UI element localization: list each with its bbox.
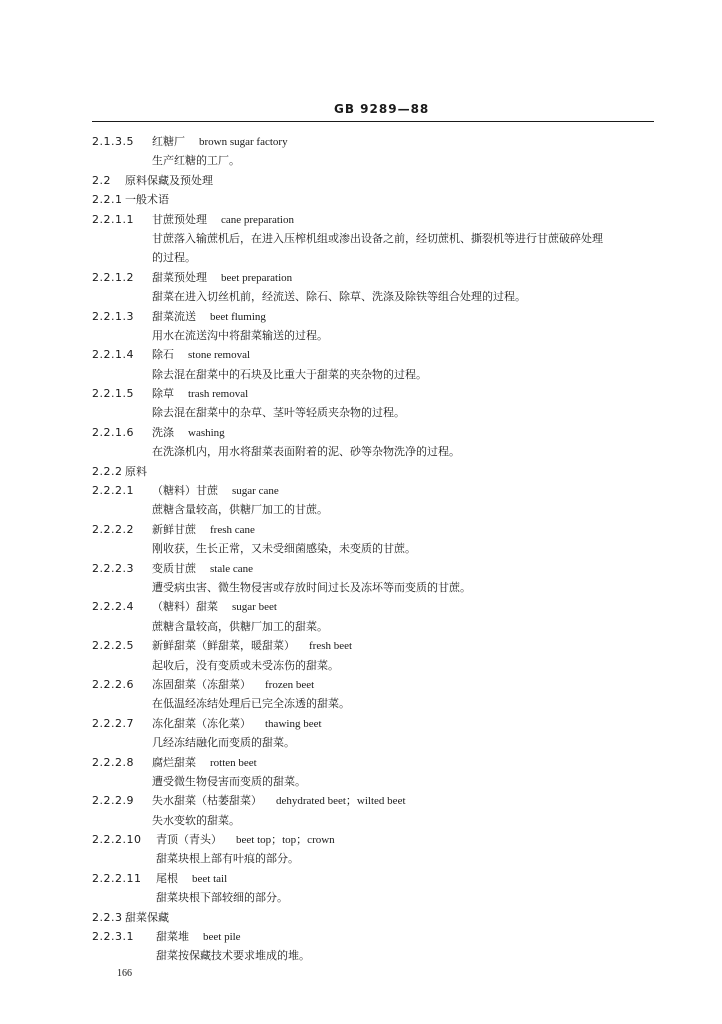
clause-number: 2.2.1.4 xyxy=(92,348,134,362)
definition-text: 甜菜块根上部有叶痕的部分。 xyxy=(156,852,299,866)
term-heading xyxy=(0,210,722,229)
term-chinese: 腐烂甜菜 xyxy=(152,755,196,769)
term-english: fresh cane xyxy=(210,523,255,536)
entry-definition xyxy=(0,500,722,519)
term-chinese: 冻化甜菜（冻化菜） xyxy=(152,716,251,730)
term-chinese: 甜菜预处理 xyxy=(152,270,207,284)
term-heading xyxy=(0,869,722,888)
term-label xyxy=(152,675,314,695)
clause-number: 2.2.2.8 xyxy=(92,755,134,769)
term-chinese: 尾根 xyxy=(156,871,178,885)
term-english: beet pile xyxy=(203,931,241,944)
term-heading xyxy=(0,423,722,442)
clause-number: 2.2.2.3 xyxy=(92,561,134,575)
term-label xyxy=(156,869,227,889)
term-chinese: 甜菜堆 xyxy=(156,930,189,944)
term-chinese: 新鲜甜菜（鲜甜菜，暖甜菜） xyxy=(152,639,295,653)
term-heading xyxy=(0,268,722,287)
term-label xyxy=(152,423,225,443)
definition-text: 甜菜块根下部较细的部分。 xyxy=(156,891,288,905)
glossary-entries xyxy=(0,132,722,966)
clause-number: 2.2.2.6 xyxy=(92,677,134,691)
entry-definition xyxy=(0,617,722,636)
term-label xyxy=(152,520,255,540)
term-label xyxy=(156,830,335,850)
definition-text: 的过程。 xyxy=(152,251,196,265)
definition-text: 甜菜按保藏技术要求堆成的堆。 xyxy=(156,949,310,963)
section-heading xyxy=(0,171,722,190)
term-label xyxy=(152,714,322,734)
term-chinese: 洗涤 xyxy=(152,425,174,439)
term-label xyxy=(152,132,288,152)
clause-number: 2.2.2.5 xyxy=(92,639,134,653)
clause-number: 2.2.2.11 xyxy=(92,871,142,885)
term-heading xyxy=(0,345,722,364)
term-english: beet fluming xyxy=(210,310,266,323)
section-heading xyxy=(0,908,722,927)
term-english: cane preparation xyxy=(221,213,294,226)
term-heading xyxy=(0,481,722,500)
term-english: stale cane xyxy=(210,562,254,575)
entry-definition xyxy=(0,287,722,306)
definition-text: 蔗糖含量较高，供糖厂加工的甜菜。 xyxy=(152,619,328,633)
term-label xyxy=(152,753,257,773)
term-chinese: 一般术语 xyxy=(125,193,169,207)
definition-text: 除去混在甜菜中的石块及比重大于甜菜的夹杂物的过程。 xyxy=(152,367,427,381)
term-label xyxy=(125,190,169,209)
term-heading xyxy=(0,927,722,946)
header-rule xyxy=(92,121,654,122)
entry-definition xyxy=(0,772,722,791)
term-label xyxy=(156,927,241,947)
entry-definition xyxy=(0,656,722,675)
clause-number: 2.2.2.2 xyxy=(92,522,134,536)
term-heading xyxy=(0,520,722,539)
term-label xyxy=(152,559,253,579)
term-english: thawing beet xyxy=(265,717,322,730)
entry-definition xyxy=(0,442,722,461)
definition-text: 除去混在甜菜中的杂草、茎叶等轻质夹杂物的过程。 xyxy=(152,406,405,420)
term-english: beet top；top；crown xyxy=(236,834,335,847)
term-label xyxy=(152,345,250,365)
term-english: washing xyxy=(188,426,225,439)
definition-text: 蔗糖含量较高，供糖厂加工的甘蔗。 xyxy=(152,503,328,517)
term-chinese: 青顶（青头） xyxy=(156,833,222,847)
term-english: rotten beet xyxy=(210,756,257,769)
term-label xyxy=(125,908,169,927)
term-chinese: （糖料）甜菜 xyxy=(152,600,218,614)
term-label xyxy=(152,636,352,656)
definition-text: 用水在流送沟中将甜菜输送的过程。 xyxy=(152,328,328,342)
term-heading xyxy=(0,307,722,326)
term-chinese: （糖料）甘蔗 xyxy=(152,484,218,498)
term-chinese: 原料保藏及预处理 xyxy=(125,173,213,187)
entry-definition xyxy=(0,229,722,248)
section-heading xyxy=(0,462,722,481)
clause-number: 2.2.3.1 xyxy=(92,930,134,944)
term-chinese: 除草 xyxy=(152,387,174,401)
clause-number: 2.2.2.7 xyxy=(92,716,134,730)
term-heading xyxy=(0,830,722,849)
term-chinese: 新鲜甘蔗 xyxy=(152,522,196,536)
entry-definition xyxy=(0,811,722,830)
term-chinese: 甜菜保藏 xyxy=(125,910,169,924)
term-heading xyxy=(0,714,722,733)
clause-number: 2.2.2.4 xyxy=(92,600,134,614)
term-label xyxy=(152,210,294,230)
clause-number: 2.2 xyxy=(92,173,111,187)
clause-number: 2.1.3.5 xyxy=(92,135,134,148)
term-english: frozen beet xyxy=(265,678,315,691)
term-heading xyxy=(0,753,722,772)
entry-definition xyxy=(0,151,722,170)
term-heading xyxy=(0,559,722,578)
clause-number: 2.2.1.5 xyxy=(92,387,134,401)
term-chinese: 甘蔗预处理 xyxy=(152,212,207,226)
term-label xyxy=(152,481,279,501)
entry-definition xyxy=(0,539,722,558)
term-english: fresh beet xyxy=(309,640,353,653)
definition-text: 遭受微生物侵害而变质的甜菜。 xyxy=(152,774,306,788)
term-english: sugar cane xyxy=(232,485,279,498)
term-english: sugar beet xyxy=(232,601,277,614)
definition-text: 甘蔗落入输蔗机后，在进入压榨机组或渗出设备之前，经切蔗机、撕裂机等进行甘蔗破碎处理 xyxy=(152,231,603,245)
entry-definition xyxy=(0,946,722,965)
term-english: beet preparation xyxy=(221,271,293,284)
term-heading xyxy=(0,132,722,151)
term-chinese: 冻固甜菜（冻甜菜） xyxy=(152,677,251,691)
term-label xyxy=(125,171,213,190)
clause-number: 2.2.1.2 xyxy=(92,270,134,284)
term-chinese: 除石 xyxy=(152,348,174,362)
term-english: trash removal xyxy=(188,388,249,401)
entry-definition xyxy=(0,733,722,752)
definition-text: 生产红糖的工厂。 xyxy=(152,154,240,168)
term-heading xyxy=(0,597,722,616)
clause-number: 2.2.2.10 xyxy=(92,833,142,847)
entry-definition xyxy=(0,578,722,597)
clause-number: 2.2.3 xyxy=(92,910,123,924)
term-chinese: 红糖厂 xyxy=(152,135,185,148)
term-english: brown sugar factory xyxy=(199,136,288,148)
definition-text: 刚收获，生长正常，又未受细菌感染，未变质的甘蔗。 xyxy=(152,542,416,556)
term-heading xyxy=(0,675,722,694)
clause-number: 2.2.1.3 xyxy=(92,309,134,323)
entry-definition xyxy=(0,365,722,384)
entry-definition xyxy=(0,888,722,907)
term-chinese: 变质甘蔗 xyxy=(152,561,196,575)
clause-number: 2.2.1.6 xyxy=(92,425,134,439)
term-label xyxy=(152,268,292,288)
term-label xyxy=(152,597,277,617)
clause-number: 2.2.2.1 xyxy=(92,484,134,498)
definition-text: 失水变软的甜菜。 xyxy=(152,813,240,827)
definition-text: 起收后，没有变质或未受冻伤的甜菜。 xyxy=(152,658,339,672)
term-english: stone removal xyxy=(188,349,251,362)
term-chinese: 甜菜流送 xyxy=(152,309,196,323)
term-label xyxy=(125,462,147,481)
section-heading xyxy=(0,190,722,209)
term-label xyxy=(152,307,266,327)
clause-number: 2.2.1.1 xyxy=(92,212,134,226)
clause-number: 2.2.1 xyxy=(92,193,123,207)
definition-text: 甜菜在进入切丝机前，经流送、除石、除草、洗涤及除铁等组合处理的过程。 xyxy=(152,290,526,304)
entry-definition xyxy=(0,326,722,345)
clause-number: 2.2.2.9 xyxy=(92,794,134,808)
term-heading xyxy=(0,791,722,810)
term-heading xyxy=(0,636,722,655)
term-label xyxy=(152,791,406,811)
entry-definition xyxy=(0,403,722,422)
term-chinese: 失水甜菜（枯萎甜菜） xyxy=(152,794,262,808)
term-heading xyxy=(0,384,722,403)
definition-text: 遭受病虫害、微生物侵害或存放时间过长及冻坏等而变质的甘蔗。 xyxy=(152,580,471,594)
clause-number: 2.2.2 xyxy=(92,464,123,478)
term-english: beet tail xyxy=(192,872,228,885)
standard-code: GB 9289—88 xyxy=(334,102,430,116)
page-number: 166 xyxy=(117,968,132,979)
term-chinese: 原料 xyxy=(125,464,147,478)
term-english: dehydrated beet；wilted beet xyxy=(276,795,406,808)
entry-definition xyxy=(0,248,722,267)
page-header xyxy=(0,102,722,122)
entry-definition xyxy=(0,694,722,713)
definition-text: 在洗涤机内，用水将甜菜表面附着的泥、砂等杂物洗净的过程。 xyxy=(152,445,460,459)
entry-definition xyxy=(0,849,722,868)
term-label xyxy=(152,384,248,404)
definition-text: 几经冻结融化而变质的甜菜。 xyxy=(152,736,295,750)
definition-text: 在低温经冻结处理后已完全冻透的甜菜。 xyxy=(152,697,350,711)
